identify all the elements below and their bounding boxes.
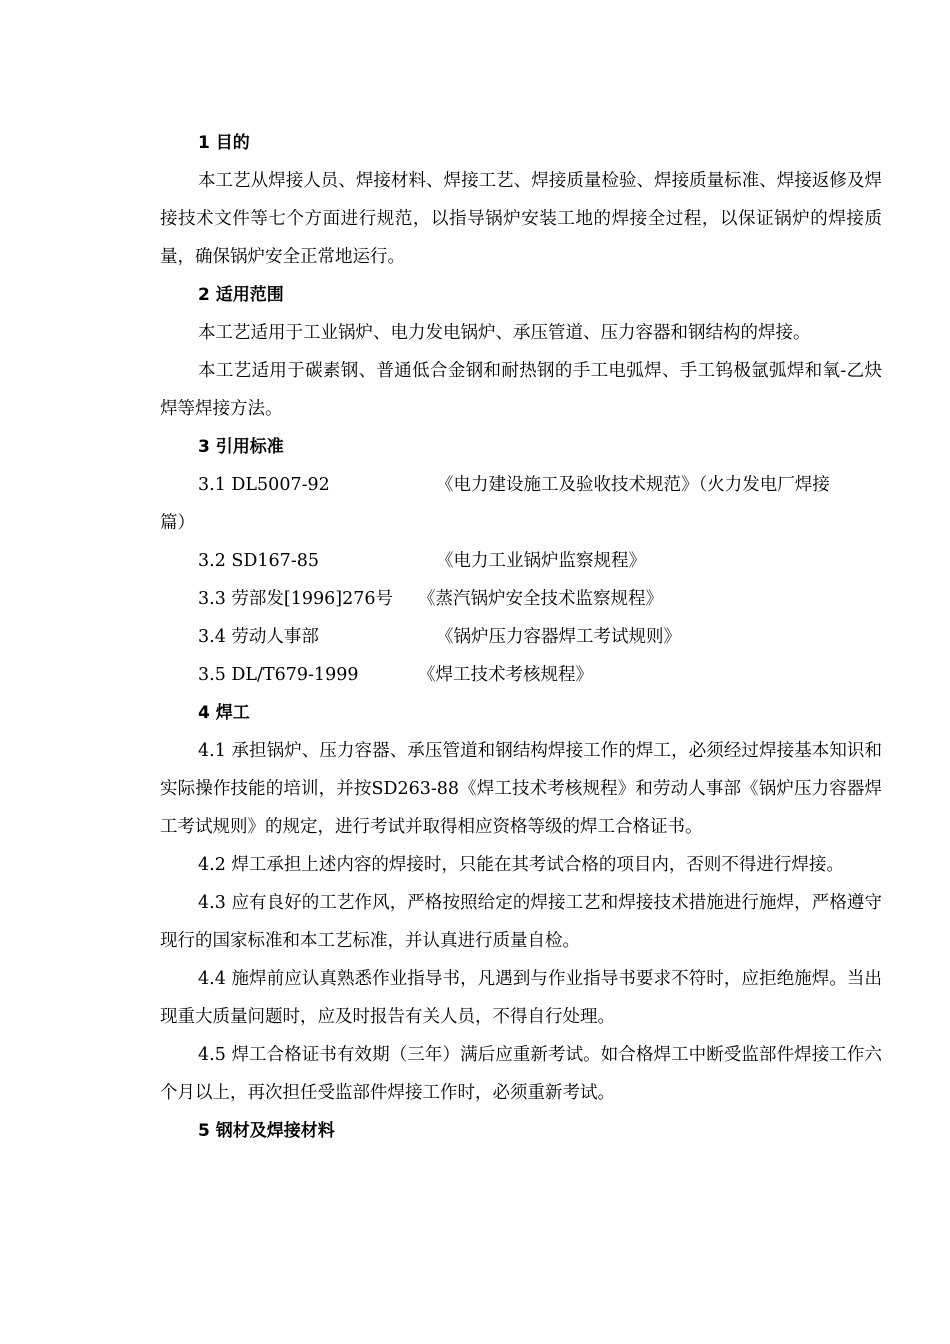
reference-title: 《电力工业锅炉监察规程》	[436, 551, 646, 571]
paragraph: 本工艺适用于碳素钢、普通低合金钢和耐热钢的手工电弧焊、手工钨极氩弧焊和氧-乙炔焊等焊接方法。	[160, 361, 882, 419]
reference-item	[160, 656, 882, 694]
paragraph: 4.2 焊工承担上述内容的焊接时，只能在其考试合格的项目内，否则不得进行焊接。	[198, 855, 844, 875]
section-heading-scope: 2 适用范围	[198, 285, 284, 305]
reference-item	[160, 618, 882, 656]
section-heading-purpose: 1 目的	[198, 133, 250, 153]
reference-title: 《锅炉压力容器焊工考试规则》	[436, 627, 681, 647]
paragraph: 本工艺适用于工业锅炉、电力发电锅炉、承压管道、压力容器和钢结构的焊接。	[198, 323, 811, 343]
reference-number: 3.1 DL5007-92	[198, 475, 330, 495]
reference-item	[160, 466, 882, 504]
reference-title: 《电力建设施工及验收技术规范》（火力发电厂焊接	[436, 475, 830, 495]
reference-title: 《焊工技术考核规程》	[418, 665, 593, 685]
reference-title-continued: 篇）	[160, 513, 195, 533]
section-heading-references: 3 引用标准	[198, 437, 284, 457]
reference-number: 3.4 劳动人事部	[198, 627, 319, 647]
paragraph: 4.1 承担锅炉、压力容器、承压管道和钢结构焊接工作的焊工，必须经过焊接基本知识和实际操作技能的培训，并按SD263-88《焊工技术考核规程》和劳动人事部《锅炉压力容器焊工考试规则》的规定，进行考试并取得相应资格等级的焊工合格证书。	[160, 741, 882, 837]
section-heading-welder: 4 焊工	[198, 703, 250, 723]
paragraph: 4.4 施焊前应认真熟悉作业指导书，凡遇到与作业指导书要求不符时，应拒绝施焊。当出现重大质量问题时，应及时报告有关人员，不得自行处理。	[160, 969, 882, 1027]
reference-number: 3.3 劳部发[1996]276号	[198, 589, 393, 609]
reference-item	[160, 580, 882, 618]
paragraph: 本工艺从焊接人员、焊接材料、焊接工艺、焊接质量检验、焊接质量标准、焊接返修及焊接技术文件等七个方面进行规范，以指导锅炉安装工地的焊接全过程，以保证锅炉的焊接质量，确保锅炉安全正常地运行。	[160, 171, 882, 267]
paragraph: 4.3 应有良好的工艺作风，严格按照给定的焊接工艺和焊接技术措施进行施焊，严格遵守现行的国家标准和本工艺标准，并认真进行质量自检。	[160, 893, 882, 951]
paragraph: 4.5 焊工合格证书有效期（三年）满后应重新考试。如合格焊工中断受监部件焊接工作六个月以上，再次担任受监部件焊接工作时，必须重新考试。	[160, 1045, 882, 1103]
section-heading-materials: 5 钢材及焊接材料	[198, 1121, 335, 1141]
reference-number: 3.5 DL/T679-1999	[198, 665, 359, 685]
document-page	[160, 124, 882, 1150]
reference-number: 3.2 SD167-85	[198, 551, 319, 571]
reference-title: 《蒸汽锅炉安全技术监察规程》	[418, 589, 663, 609]
reference-item	[160, 542, 882, 580]
